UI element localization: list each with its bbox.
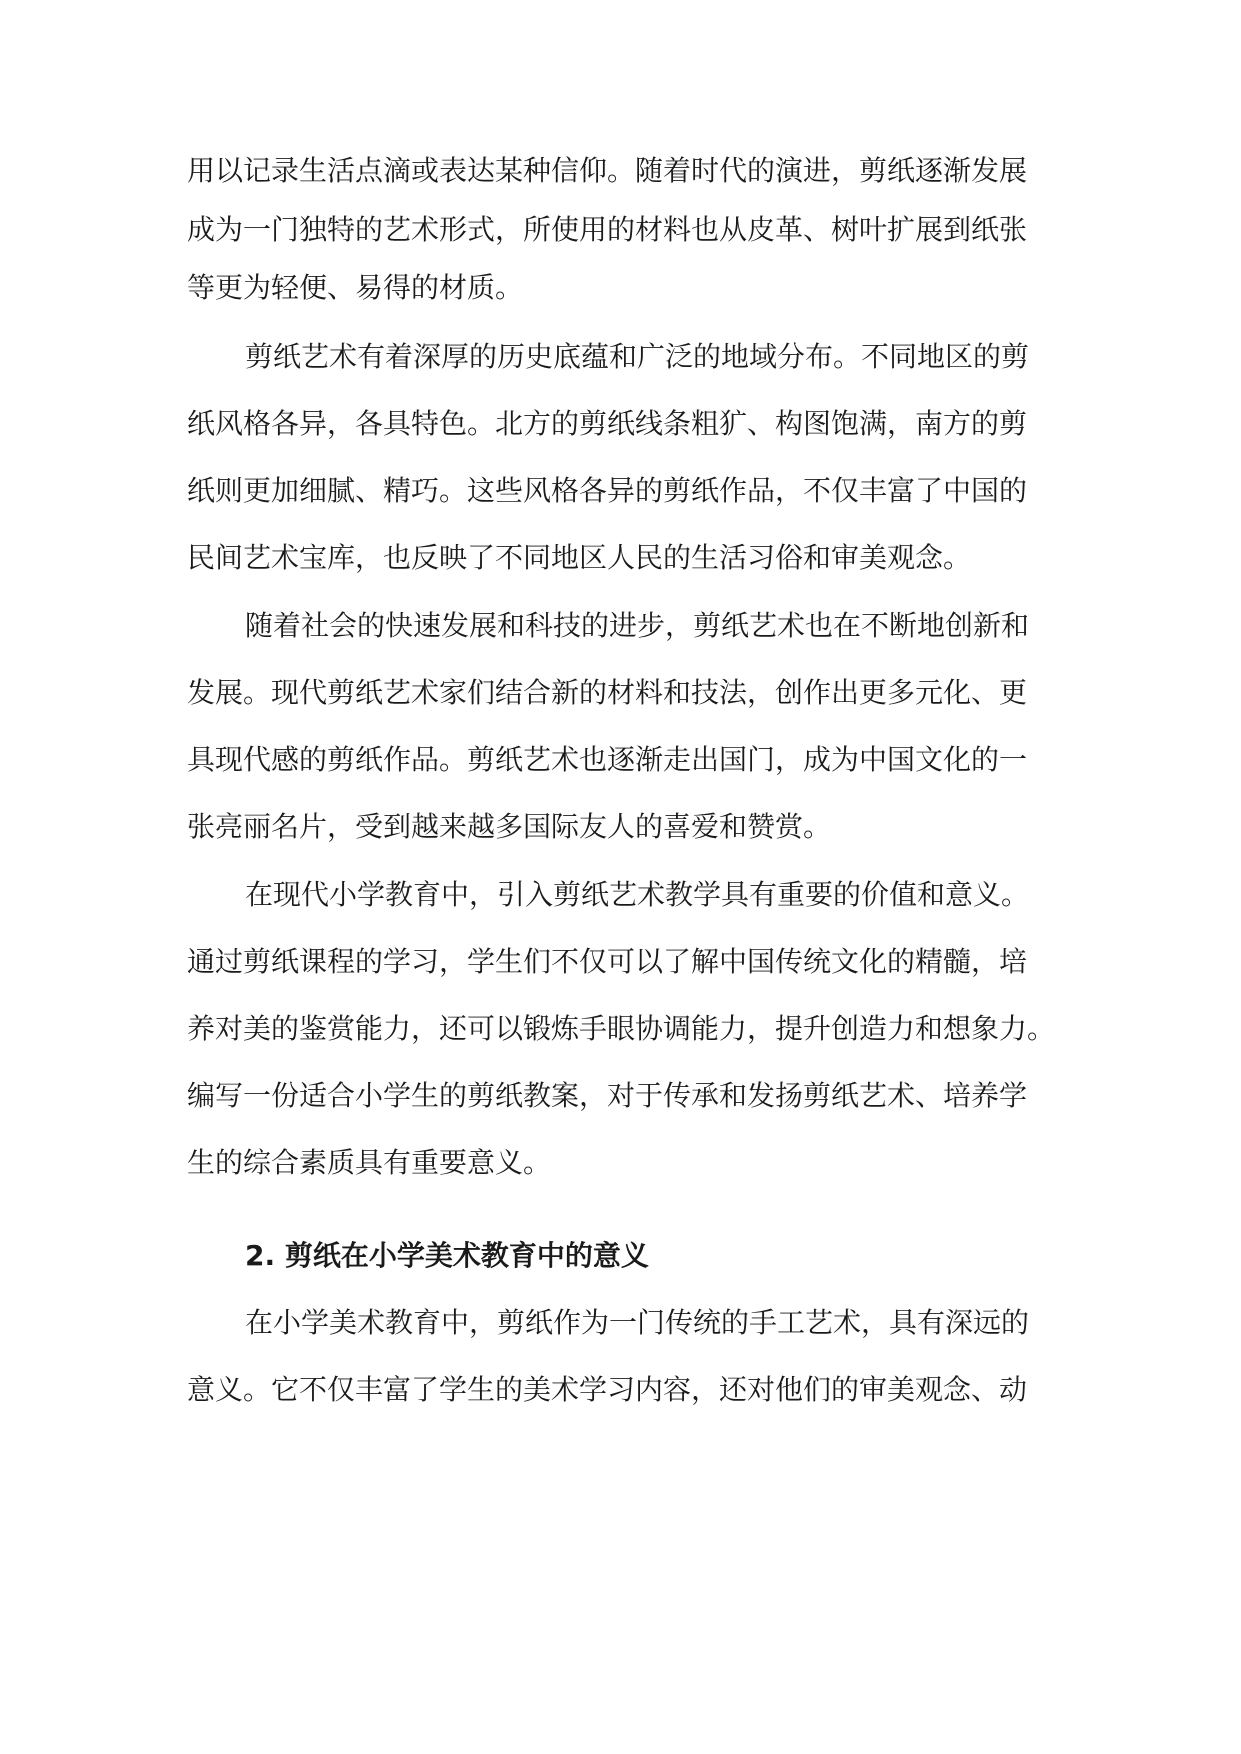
paragraph-line: 张亮丽名片，受到越来越多国际友人的喜爱和赞赏。 — [187, 810, 832, 843]
paragraph-line: 纸风格各异，各具特色。北方的剪纸线条粗犷、构图饱满，南方的剪 — [187, 407, 1028, 440]
paragraph-line: 剪纸艺术有着深厚的历史底蕴和广泛的地域分布。不同地区的剪 — [245, 340, 1030, 373]
paragraph-line: 意义。它不仅丰富了学生的美术学习内容，还对他们的审美观念、动 — [187, 1373, 1028, 1406]
paragraph-line: 民间艺术宝库，也反映了不同地区人民的生活习俗和审美观念。 — [187, 541, 972, 574]
paragraph-line: 成为一门独特的艺术形式，所使用的材料也从皮革、树叶扩展到纸张 — [187, 213, 1028, 246]
paragraph-line: 编写一份适合小学生的剪纸教案，对于传承和发扬剪纸艺术、培养学 — [187, 1079, 1028, 1112]
section-heading: 2. 剪纸在小学美术教育中的意义 — [245, 1239, 649, 1272]
paragraph-line: 在小学美术教育中，剪纸作为一门传统的手工艺术，具有深远的 — [245, 1306, 1030, 1339]
paragraph-line: 等更为轻便、易得的材质。 — [187, 271, 524, 304]
paragraph-line: 生的综合素质具有重要意义。 — [187, 1146, 552, 1179]
paragraph-line: 通过剪纸课程的学习，学生们不仅可以了解中国传统文化的精髓，培 — [187, 945, 1028, 978]
paragraph-line: 具现代感的剪纸作品。剪纸艺术也逐渐走出国门，成为中国文化的一 — [187, 743, 1028, 776]
paragraph-line: 发展。现代剪纸艺术家们结合新的材料和技法，创作出更多元化、更 — [187, 676, 1028, 709]
paragraph-line: 在现代小学教育中，引入剪纸艺术教学具有重要的价值和意义。 — [245, 878, 1030, 911]
paragraph-line: 用以记录生活点滴或表达某种信仰。随着时代的演进，剪纸逐渐发展 — [187, 154, 1028, 187]
paragraph-line: 养对美的鉴赏能力，还可以锻炼手眼协调能力，提升创造力和想象力。 — [187, 1012, 1056, 1045]
paragraph-line: 纸则更加细腻、精巧。这些风格各异的剪纸作品，不仅丰富了中国的 — [187, 474, 1028, 507]
paragraph-line: 随着社会的快速发展和科技的进步，剪纸艺术也在不断地创新和 — [245, 609, 1030, 642]
